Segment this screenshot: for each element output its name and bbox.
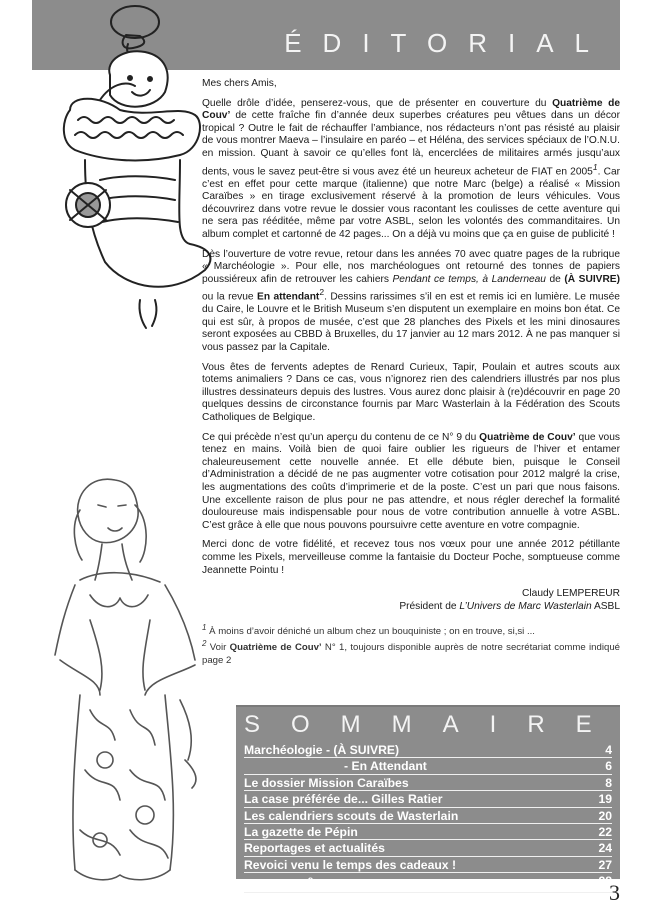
toc-item[interactable]: Revoici venu le temps des cadeaux ! 27 (244, 857, 612, 872)
paragraph-3: Vous êtes de fervents adeptes de Renard Curieux, Tapir, Poulain et autres scouts aux totems animaliers ? Dans ce cas, vous n’ignorez rien des calendriers illustrés par nos plus illustres dessinateurs depuis des lustres. Vous aurez donc plaisir à (re)découvrir en page 20 quelques dessins de circonstance fournis par Marc Wasterlain à la Fédération des Scouts Catholiques de Belgique. (202, 361, 620, 424)
toc-item[interactable]: Le dossier Mission Caraïbes 8 (244, 775, 612, 790)
toc-item[interactable]: Marchéologie - (À SUIVRE) 4 (244, 743, 612, 757)
toc-item[interactable]: La case préférée de... Gilles Ratier 19 (244, 792, 612, 807)
footnote-ref: 2 (319, 287, 325, 298)
woman-sketch-illustration (20, 470, 220, 890)
toc-title: SOMMAIRE (244, 711, 623, 738)
page-number: 3 (609, 880, 620, 905)
footnote-2: $^2$ Voir Quatrième de Couv’ N° 1, toujours disponible auprès de notre secrétariat comme indiqué page 2 (202, 639, 620, 666)
magazine-title: Quatrième de Couv’ (202, 97, 620, 122)
toc-item[interactable]: Les calendriers scouts de Wasterlain 20 (244, 808, 612, 823)
editorial-article (202, 78, 621, 667)
toc-item[interactable]: La gazette de Pépin 22 (244, 825, 612, 840)
page-title: ÉDITORIAL (284, 28, 610, 58)
paragraph-5: Merci donc de votre fidélité, et recevez tous nos vœux pour une année 2012 pétillante comme les Pixels, merveilleuse comme la fantaisie du Docteur Poche, somptueuse comme Jeannette Pointu ! (202, 539, 620, 576)
paragraph-4: Ce qui précède n’est qu’un aperçu du contenu de ce N° 9 du Quatrième de Couv’ que vous tenez en mains. Voilà bien de quoi faire oublier les rigueurs de l’hiver et entamer chaleureusement cette nouvelle année. Et elle débute bien, puisque le Conseil d’Administration a décidé de ne pas augmenter votre cotisation pour 2012 malgré la crise, les augmentations des coûts d’imprimerie et de la poste. C’est un pari que nous faisons. Une excellente raison de plus pour ne pas attendre, et nous régler derechef la formalité douloureuse mais indispensable pour nous de votre contribution annuelle à votre ASBL. C’est grâce à elle que nous pouvons poursuivre cette aventure en votre compagnie. (202, 431, 620, 531)
toc-item[interactable]: La BD du 3e 28 (244, 874, 612, 892)
footnotes (202, 622, 620, 666)
greeting: Mes chers Amis, (202, 78, 277, 89)
signature-role: Président de L’Univers de Marc Wasterlain ASBL (399, 601, 620, 613)
signature-name: Claudy LEMPEREUR (522, 588, 620, 600)
stocking-illustration (30, 0, 220, 330)
footnote-ref: 1 (592, 161, 598, 172)
signature (230, 587, 620, 613)
footnote-1: $^1$ À moins d’avoir déniché un album chez un bouquiniste ; on en trouve, si,si ... (202, 623, 535, 638)
toc-list (244, 743, 612, 894)
toc-item[interactable]: Reportages et actualités 24 (244, 841, 612, 856)
toc-item[interactable]: - En Attendant 6 (244, 759, 612, 774)
paragraph-1: Quelle drôle d’idée, penserez-vous, que de présenter en couverture du Quatrième de Couv’ de cette fraîche fin d’année deux superbes créatures peu vêtues dans un décor tropical ? Outre le fait de réchauffer l’ambiance, nos rédacteurs n’ont pas résisté au plaisir de vous montrer Maeva – l’insulaire en paréo – et Héléna, des services spéciaux de l’O.N.U. en mission. Quant à savoir ce qu’elles font là, encerclées de militaires armés jusqu’aux dents, vous le savez peut-être si vous avez été un heureux acheteur de FIAT en 2005$^1$. Car c’est en effet pour cette marque (italienne) que notre Marc (belge) a réalisé « Mission Caraïbes » en tirage exclusivement réservé à la promotion de leurs véhicules. Vous découvrirez dans votre revue le dossier vous racontant les coulisses de cette aventure qui ne sera pas rééditée, même par votre ASBL, selon les volontés des commanditaires. Un album complet et cartonné de 42 pages... On a déjà vu moins que ça en guise de publicité ! (202, 97, 621, 240)
table-of-contents (236, 705, 623, 892)
paragraph-2: Dès l’ouverture de votre revue, retour dans les années 70 avec quatre pages de la rubrique « Marchéologie ». Pour elle, nos marchéologues ont retourné des tonnes de papiers poussiéreux afin de retrouver les cahiers Pendant ce temps, à Landerneau de (À SUIVRE) ou la revue En attendant$^2$. Dessins rarissimes s’il en est et remis ici en lumière. Le musée du Caire, le Louvre et le British Museum s’en disputent un exemplaire en moins bon état. Ce qui est sûr, à propos de musée, c’est que 28 planches des Pixels et les mini dinosaures seront exposées au CBBD à Bruxelles, du 17 janvier au 12 mars 2012. À ne pas manquer si vous passez par la Capitale. (202, 248, 620, 354)
